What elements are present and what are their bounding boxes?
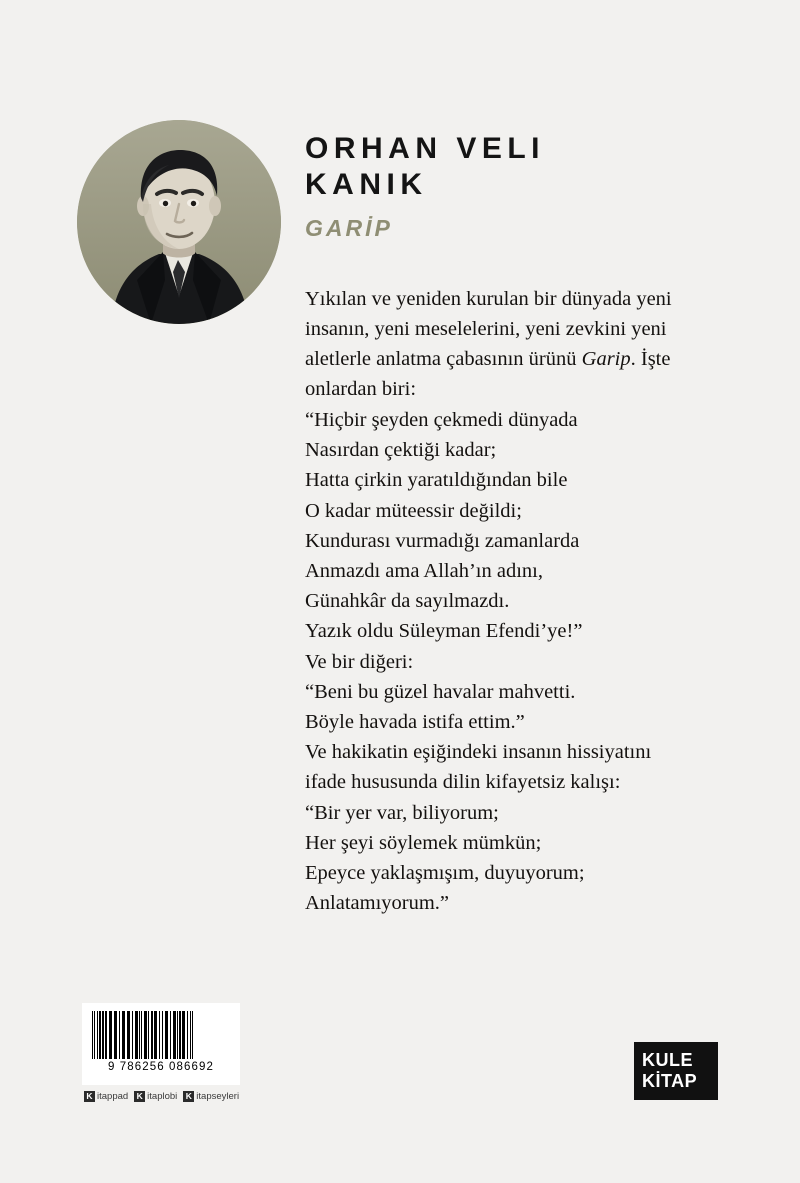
back-cover-blurb	[305, 284, 705, 404]
poem-line: Anlatamıyorum.”	[305, 892, 450, 915]
poem-line: “Beni bu güzel havalar mahvetti.	[305, 680, 576, 703]
partner-logos	[84, 1091, 239, 1102]
poem-line: Anmazdı ama Allah’ın adını,	[305, 560, 543, 583]
partner-logo-mark: K	[134, 1091, 145, 1102]
poem-line: Kundurası vurmadığı zamanlarda	[305, 529, 580, 552]
author-name-line1: ORHAN VELI	[305, 132, 546, 165]
partner-logo-label: itaplobi	[147, 1091, 178, 1102]
poem-line: Epeyce yaklaşmışım, duyuyorum;	[305, 862, 585, 885]
poem-line: ifade hususunda dilin kifayetsiz kalışı:	[305, 771, 621, 794]
poem-line: Ve bir diğeri:	[305, 650, 414, 673]
publisher-name-line1: KULE	[642, 1050, 693, 1070]
poem-line: O kadar müteessir değildi;	[305, 499, 522, 522]
partner-logo-mark: K	[183, 1091, 194, 1102]
poem-line: Böyle havada istifa ettim.”	[305, 711, 525, 734]
poem-excerpt	[305, 405, 725, 918]
poem-line: Ve hakikatin eşiğindeki insanın hissiyatını	[305, 741, 652, 764]
barcode-bars	[92, 1011, 230, 1059]
barcode	[82, 1003, 240, 1085]
poem-line: “Hiçbir şeyden çekmedi dünyada	[305, 409, 578, 431]
blurb-book-title-italic: Garip	[581, 347, 631, 370]
book-title: GARİP	[305, 215, 393, 241]
poem-line: Yazık oldu Süleyman Efendi’ye!”	[305, 620, 583, 643]
publisher-name-line2: KİTAP	[642, 1071, 698, 1091]
blurb-text-1: Yıkılan ve yeniden kurulan bir dünyada yeni insanın, yeni meselelerini, yeni zevkini yeni aletlerle anlatma çabasının ürünü	[305, 287, 672, 370]
partner-logo-kitappad	[84, 1091, 128, 1102]
poem-line: Günahkâr da sayılmazdı.	[305, 590, 510, 613]
publisher-logo	[634, 1042, 718, 1100]
blurb-text-2: . İşte onlardan biri:	[305, 347, 671, 400]
poem-line: Nasırdan çektiği kadar;	[305, 439, 497, 462]
partner-logo-kitaplobi	[134, 1091, 177, 1102]
author-portrait	[77, 120, 281, 324]
barcode-number: 9 786256 086692	[107, 1061, 215, 1073]
partner-logo-label: itapseyleri	[196, 1091, 240, 1102]
partner-logo-kitapseyleri	[183, 1091, 239, 1102]
author-portrait-image	[77, 120, 281, 324]
poem-line: Her şeyi söylemek mümkün;	[305, 831, 542, 854]
partner-logo-mark: K	[84, 1091, 95, 1102]
title-block	[305, 131, 725, 242]
partner-logo-label: itappad	[97, 1091, 129, 1102]
author-name-line2: KANIK	[305, 168, 428, 201]
poem-line: Hatta çirkin yaratıldığından bile	[305, 469, 568, 492]
poem-line: “Bir yer var, biliyorum;	[305, 801, 499, 824]
